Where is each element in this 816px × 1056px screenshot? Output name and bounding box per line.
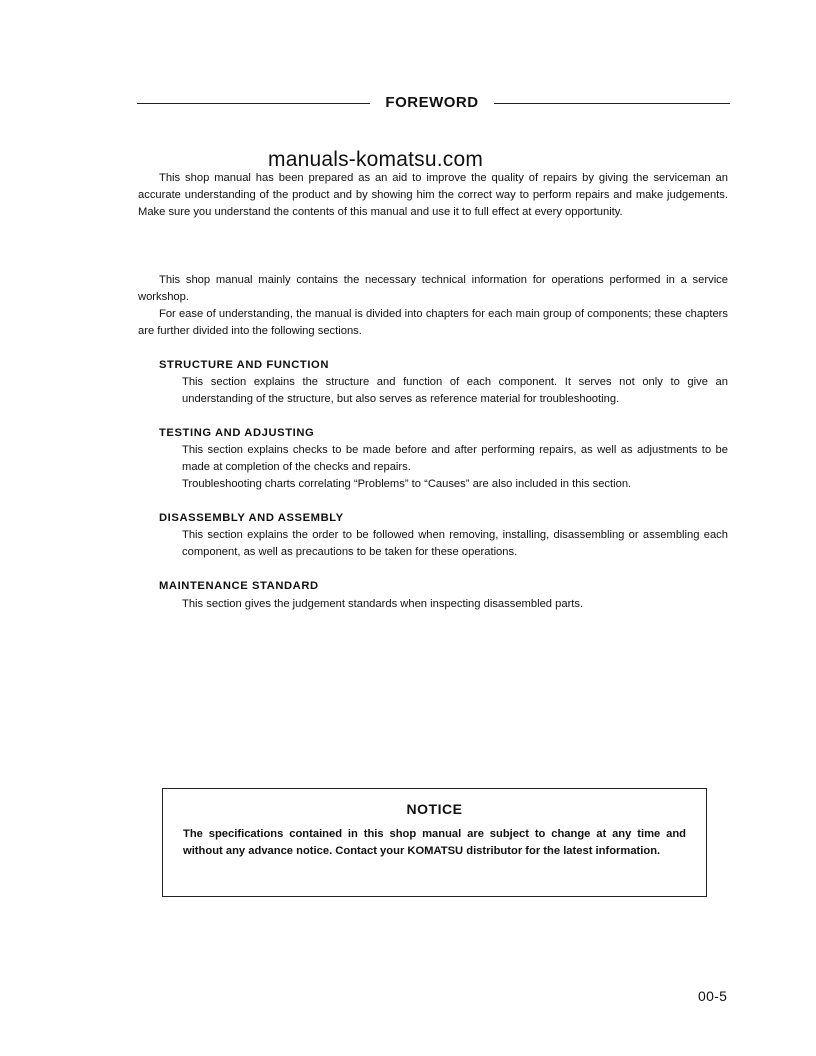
section-title-structure: STRUCTURE AND FUNCTION bbox=[159, 359, 330, 371]
section-body-testing: This section explains checks to be made before and after performing repairs, as well as adjustments to be made at completion of the checks and repairs. bbox=[182, 444, 728, 473]
section-title-maintenance: MAINTENANCE STANDARD bbox=[159, 580, 319, 592]
page-number: 00-5 bbox=[698, 988, 728, 1004]
page-title: FOREWORD bbox=[370, 94, 494, 111]
section-title-disassembly: DISASSEMBLY AND ASSEMBLY bbox=[159, 512, 344, 524]
notice-box bbox=[162, 788, 707, 897]
contents-paragraph-2: For ease of understanding, the manual is divided into chapters for each main group of components; these chapters are further divided into the following sections. bbox=[138, 308, 728, 337]
notice-title: NOTICE bbox=[406, 801, 463, 817]
intro-paragraph: This shop manual has been prepared as an aid to improve the quality of repairs by giving the serviceman an accurate understanding of the product and by showing him the correct way to perform repairs and make judgements. Make sure you understand the contents of this manual and use it to full effect at every opportunity. bbox=[138, 172, 728, 218]
section-title-testing: TESTING AND ADJUSTING bbox=[159, 427, 315, 439]
section-body-maintenance: This section gives the judgement standards when inspecting disassembled parts. bbox=[182, 598, 584, 610]
section-body-testing-2: Troubleshooting charts correlating “Problems” to “Causes” are also included in this section. bbox=[182, 478, 632, 490]
section-body-structure: This section explains the structure and function of each component. It serves not only to give an understanding of the structure, but also serves as reference material for troubleshooting. bbox=[182, 376, 728, 405]
header-rule-right bbox=[492, 103, 730, 104]
notice-text: The specifications contained in this shop manual are subject to change at any time and without any advance notice. Contact your KOMATSU distributor for the latest information. bbox=[183, 828, 686, 857]
section-body-disassembly: This section explains the order to be followed when removing, installing, disassembling or assembling each component, as well as precautions to be taken for these operations. bbox=[182, 529, 728, 558]
contents-paragraph-1: This shop manual mainly contains the necessary technical information for operations performed in a service workshop. bbox=[138, 274, 728, 303]
header-rule-left bbox=[137, 103, 372, 104]
watermark-text: manuals-komatsu.com bbox=[268, 148, 484, 171]
